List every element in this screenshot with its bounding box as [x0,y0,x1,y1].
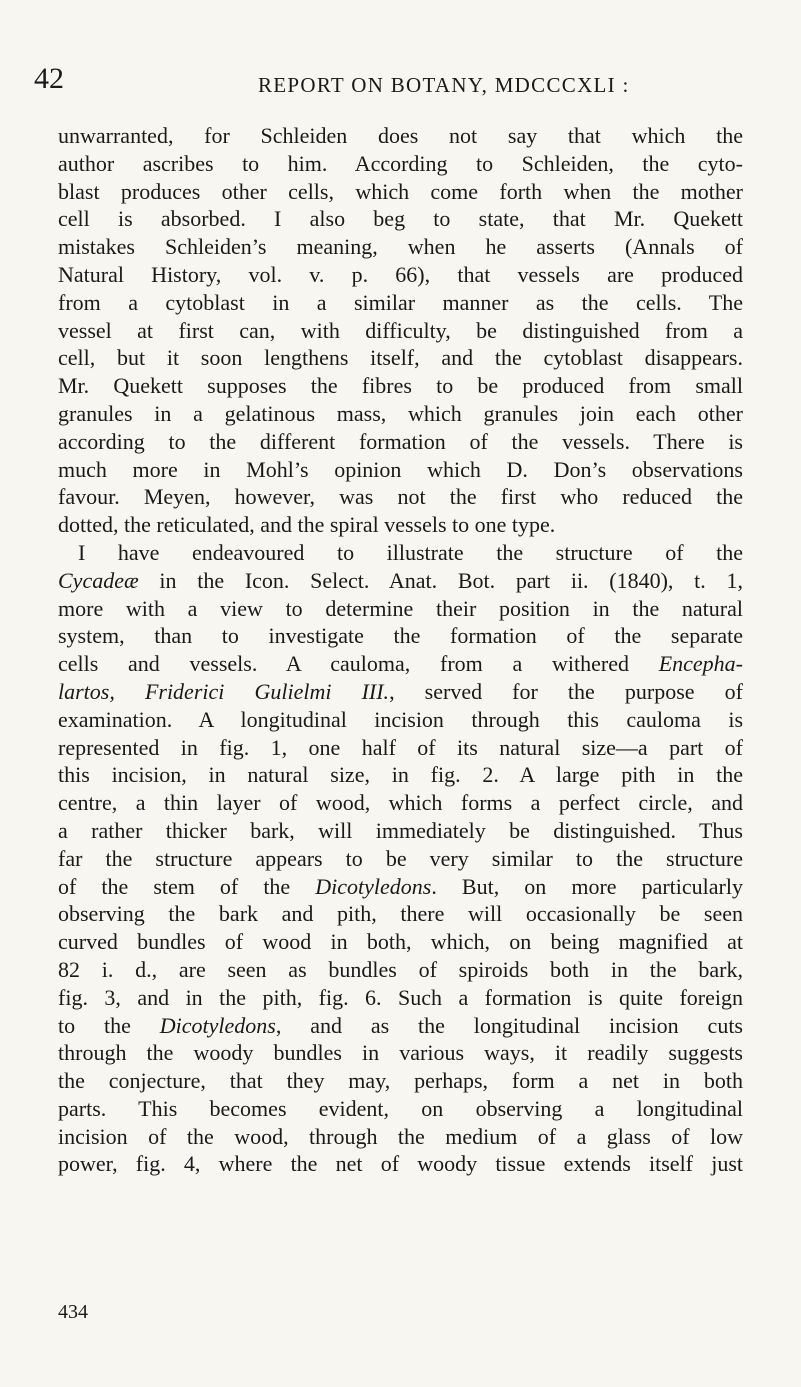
text-line [58,873,743,901]
text-line: the conjecture, that they may, perhaps, form a net in both [58,1068,743,1094]
text-line: far the structure appears to be very similar to the structure [58,845,743,871]
taxon-name: Dicotyledons [159,1012,276,1038]
text-line: favour. Meyen, however, was not the first who reduced the [58,484,743,510]
text-line: dotted, the reticulated, and the spiral vessels to one type. [58,512,556,538]
text-line: through the woody bundles in various ways, it readily suggests [58,1040,743,1066]
printer-signature-mark: 434 [58,1301,88,1323]
text-line: granules in a gelatinous mass, which granules join each other [58,400,743,426]
text-line: power, fig. 4, where the net of woody tissue extends itself just [58,1151,743,1177]
text-line: unwarranted, for Schleiden does not say that which the [58,123,743,148]
text-line: curved bundles of wood in both, which, on being magnified at [58,929,743,955]
text-line: a rather thicker bark, will immediately be distinguished. Thus [58,817,743,843]
taxon-name: Encepha- [658,651,743,677]
body-text [58,122,743,1178]
text-line: according to the different formation of the vessels. There is [58,428,743,454]
running-head: REPORT ON BOTANY, MDCCCXLI : [258,73,630,97]
taxon-name: lartos, Friderici Gulielmi III. [58,678,390,704]
text-line: 82 i. d., are seen as bundles of spiroids both in the bark, [58,956,743,982]
text-line [58,650,743,678]
text-segment: . But, on more particularly [431,873,743,899]
text-line: represented in fig. 1, one half of its natural size—a part of [58,734,743,760]
text-line: observing the bark and pith, there will occasionally be seen [58,901,743,927]
text-line: blast produces other cells, which come forth when the mother [58,178,743,204]
taxon-name: Dicotyledons [315,873,432,899]
text-line: author ascribes to him. According to Schleiden, the cyto- [58,150,743,176]
text-line: Mr. Quekett supposes the fibres to be produced from small [58,373,743,399]
text-line: vessel at first can, with difficulty, be distinguished from a [58,317,743,343]
text-line [58,678,743,706]
text-line: cell is absorbed. I also beg to state, that Mr. Quekett [58,206,743,232]
page-number: 42 [34,62,64,95]
text-line: examination. A longitudinal incision through this cauloma is [58,706,743,732]
text-segment: , and as the longitudinal incision cuts [275,1012,743,1038]
text-line: from a cytoblast in a similar manner as the cells. The [58,289,743,315]
text-segment: in the Icon. Select. Anat. Bot. part ii. (1840), t. 1, [138,567,743,593]
text-segment: of the stem of the [58,873,316,899]
text-segment: cells and vessels. A cauloma, from a withered [58,651,659,677]
text-line: this incision, in natural size, in fig. 2. A large pith in the [58,762,743,788]
text-segment: , served for the purpose of [389,678,743,704]
text-line: Natural History, vol. v. p. 66), that vessels are produced [58,261,743,287]
text-line: incision of the wood, through the medium of a glass of low [58,1123,743,1149]
text-line: system, than to investigate the formation of the separate [58,623,743,649]
text-line: fig. 3, and in the pith, fig. 6. Such a formation is quite foreign [58,984,743,1010]
text-line [58,567,743,595]
text-line [58,1012,743,1040]
text-line: much more in Mohl’s opinion which D. Don’s observations [58,456,743,482]
page-header [34,64,744,104]
text-line: more with a view to determine their position in the natural [58,595,743,621]
text-line: parts. This becomes evident, on observing a longitudinal [58,1095,743,1121]
text-line: centre, a thin layer of wood, which forms a perfect circle, and [58,790,743,816]
text-line: cell, but it soon lengthens itself, and the cytoblast disappears. [58,345,743,371]
paragraph-start: I have endeavoured to illustrate the structure of the [78,539,743,565]
taxon-name: Cycadeæ [58,567,139,593]
text-segment: to the [58,1012,160,1038]
text-line: mistakes Schleiden’s meaning, when he asserts (Annals of [58,234,743,260]
